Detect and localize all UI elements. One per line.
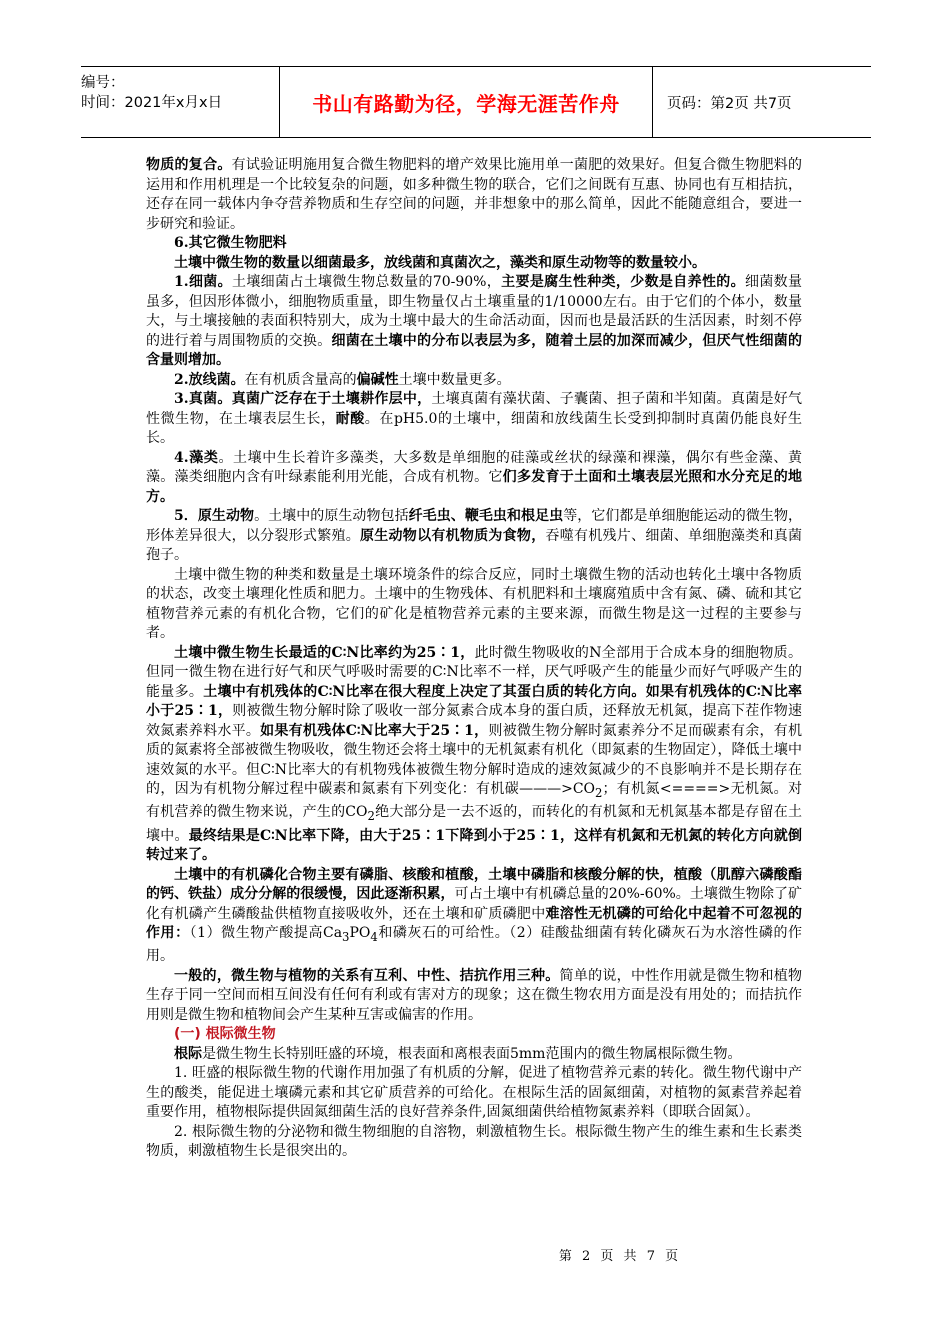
bold-text: 土壤中的有机磷化合物主要有磷脂、核酸和植酸，土壤中磷脂和核酸分解的快，植酸（肌醇六磷酸酯的钙、铁盐）成分分解的很缓慢，因此逐渐积累，	[146, 866, 802, 903]
body-text: 1. 旺盛的根际微生物的代谢作用加强了有机质的分解，促进了植物营养元素的转化。微生物代谢中产生的酸类，能促进土壤磷元素和其它矿质营养的可给化。在根际生活的固氮细菌，对植物的氮素营养起着重要作用，植物根际提供固氮细菌生活的良好营养条件,固氮细菌供给植物氮素养料（即联合固氮）。	[146, 1065, 802, 1121]
section-heading-rhizosphere	[146, 1025, 802, 1045]
body-text: ；有机氮<====>无机氮。对有机营养的微生物来说，产生的CO	[146, 781, 802, 821]
bold-text: 2.放线菌。	[174, 371, 245, 388]
page-number: 第 2 页 共 7 页	[558, 1249, 682, 1264]
body-text: 可占土壤中有机磷总量的20%-60%。土壤微生物除了矿化有机磷产生磷酸盐供植物直接吸收外，还在土壤和矿质磷肥中	[146, 886, 803, 922]
body-text: 和磷灰石的可给性。（2）硅酸盐细菌有转化磷灰石为水溶性磷的作用。	[146, 925, 803, 965]
bold-text: 们多发育于土面和土壤表层光照和水分充足的地方。	[146, 469, 803, 505]
body-text: （1）微生物产酸提高Ca	[189, 925, 343, 942]
body-text: 细菌数量虽多，但因形体微小，细胞物质重量，即生物量仅占土壤重量的1/10000左右。由于它们的个体小，数量大，与土壤接触的表面积特别大，成为土壤中最大的生命活动面，因而也是最活跃的生活因素，时刻不停的进行着与周围物质的交换。	[146, 274, 803, 349]
body-text: 此时微生物吸收的N全部用于合成本身的细胞物质。但同一微生物在进行好气和厌气呼吸时需要的C∶N比率不一样，厌气呼吸产生的能量少而好气呼吸产生的能量多。	[146, 644, 803, 700]
paragraph-algae	[146, 449, 802, 508]
body-text: 2. 根际微生物的分泌物和微生物细胞的自溶物，刺激植物生长。根际微生物产生的维生素和生长素类物质，刺激植物生长是很突出的。	[146, 1123, 802, 1160]
page-header	[81, 66, 871, 138]
paragraph-microbe-count	[146, 254, 802, 274]
body-text: 土壤中数量更多。	[398, 371, 511, 388]
body-text: 土壤真菌有藻状菌、子囊菌、担子菌和半知菌。真菌是好气性微生物，在土壤表层生长，	[146, 391, 803, 427]
paragraph-protozoa	[146, 507, 802, 566]
paragraph-organic-phosphorus	[146, 866, 802, 967]
bold-text: 土壤中微生物的数量以细菌最多，放线菌和真菌次之，藻类和原生动物等的数量较小。	[174, 254, 706, 271]
paragraph-environment	[146, 566, 802, 644]
heading-text: 6.其它微生物肥料	[174, 235, 287, 251]
body-text: 土壤细菌占土壤微生物总数量的70-90%，	[232, 274, 502, 290]
header-meta	[81, 67, 279, 137]
bold-text: 4.藻类	[174, 449, 219, 466]
bold-text: 5．原生动物	[174, 508, 255, 524]
document-number: 编号：	[81, 75, 125, 91]
paragraph-fungi	[146, 390, 802, 449]
header-page-info: 页码：第2页 共7页	[667, 95, 792, 112]
body-text: 。土壤中的原生动物包括	[254, 508, 409, 524]
bold-text: 主要是腐生性种类，少数是自养性的。	[501, 274, 745, 290]
subscript: 2	[367, 809, 375, 824]
header-slogan: 书山有路勤为径，学海无涯苦作舟	[279, 67, 653, 137]
paragraph-bacteria	[146, 273, 802, 371]
bold-text: 土壤中有机残体的C∶N比率在很大程度上决定了其蛋白质的转化方向。如果有机残体的C∶N比率小于25∶1，	[146, 683, 803, 719]
body-text: 吞噬有机残片、细菌、单细胞藻类和真菌孢子。	[146, 527, 803, 563]
bold-text: 土壤中微生物生长最适的C∶N比率约为25∶1，	[174, 644, 475, 661]
body-text: 则被微生物分解时氮素养分不足而碳素有余，有机质的氮素将全部被微生物吸收，微生物还会将土壤中的无机氮素有机化（即氮素的生物固定），降低土壤中速效氮的水平。但C∶N比率大的有机物残体被微生物分解时造成的速效氮减少的不良影响并不是长期存在的，因为有机物分解过程中碳素和氮素有下列变化：有机碳———>CO	[146, 722, 803, 797]
paragraph-rhizosphere-point-1	[146, 1064, 802, 1123]
bold-text: 物质的复合。	[146, 157, 232, 173]
bold-text: 纤毛虫、鞭毛虫和根足虫	[408, 508, 564, 524]
subscript: 2	[595, 785, 603, 800]
body-text: PO	[349, 925, 371, 942]
bold-text: 偏碱性	[356, 371, 399, 388]
body-text: 有试验证明施用复合微生物肥料的增产效果比施用单一菌肥的效果好。但复合微生物肥料的运用和作用机理是一个比较复杂的问题，如多种微生物的联合，它们之间既有互惠、协同也有互相拮抗，还存在同一载体内争夺营养物质和生存空间的问题，并非想象中的那么简单，因此不能随意组合，要进一步研究和验证。	[146, 157, 803, 232]
bold-text: 难溶性无机磷的可给化中起着不可忽视的作用：	[146, 905, 803, 942]
body-text: 在有机质含量高的	[244, 371, 357, 388]
bold-text: 耐酸	[335, 410, 365, 427]
subscript: 4	[370, 929, 378, 944]
bold-text: 一般的，微生物与植物的关系有互利、中性、拮抗作用三种。	[174, 967, 560, 984]
subscript: 3	[342, 929, 350, 944]
body-text: 。在pH5.0的土壤中，细菌和放线菌生长受到抑制时真菌仍能良好生长。	[146, 410, 803, 446]
bold-text: 真菌广泛存在于土壤耕作层中，	[231, 391, 432, 407]
heading-text: (一) 根际微生物	[174, 1026, 276, 1043]
bold-text: 3.真菌。	[174, 391, 232, 407]
paragraph-relationships	[146, 967, 802, 1026]
paragraph-actinomycetes	[146, 371, 802, 391]
document-date: 时间：2021年x月x日	[81, 95, 223, 111]
body-text: 。土壤中生长着许多藻类，大多数是单细胞的硅藻或丝状的绿藻和裸藻，偶尔有些金藻、黄藻。藻类细胞内含有叶绿素能利用光能，合成有机物。它	[146, 449, 802, 485]
paragraph-compound-fertilizer	[146, 156, 802, 234]
paragraph-cn-ratio	[146, 644, 802, 866]
bold-text: 细菌在土壤中的分布以表层为多，随着土层的加深而减少，但厌气性细菌的含量则增加。	[146, 332, 803, 368]
page-footer	[0, 1245, 950, 1264]
body-text: 简单的说，中性作用就是微生物和植物生存于同一空间而相互间没有任何有利或有害对方的现象；这在微生物农用方面是没有用处的；而拮抗作用则是微生物和植物间会产生某种互害或偏害的作用。	[146, 967, 803, 1023]
paragraph-rhizosphere-point-2	[146, 1123, 802, 1162]
bold-text: 原生动物以有机物质为食物，	[360, 527, 546, 544]
body-text: 土壤中微生物的种类和数量是土壤环境条件的综合反应，同时土壤微生物的活动也转化土壤中各物质的状态，改变土壤理化性质和肥力。土壤中的生物残体、有机肥料和土壤腐殖质中含有氮、磷、硫和其它植物营养元素的有机化合物，它们的矿化是植物营养元素的主要来源，而微生物是这一过程的主要参与者。	[146, 566, 802, 641]
body-text: 是微生物生长特别旺盛的环境，根表面和离根表面5mm范围内的微生物属根际微生物。	[202, 1045, 742, 1062]
section-heading-other-fertilizer	[146, 234, 802, 254]
body-text: 则被微生物分解时除了吸收一部分氮素合成本身的蛋白质，还释放无机氮，提高下茬作物速效氮素养料水平。	[146, 703, 802, 739]
bold-text: 根际	[174, 1045, 202, 1062]
body-text: 绝大部分是一去不返的，而转化的有机氮和无机氮基本都是存留在土壤中。	[146, 804, 802, 844]
document-body	[146, 156, 802, 1162]
bold-text: 最终结果是C∶N比率下降，由大于25∶1下降到小于25∶1，这样有机氮和无机氮的转化方向就倒转过来了。	[146, 827, 802, 864]
paragraph-rhizosphere-definition	[146, 1045, 802, 1065]
bold-text: 如果有机残体C∶N比率大于25∶1，	[260, 722, 489, 739]
body-text: 等，它们都是单细胞能运动的微生物，形体差异很大，以分裂形式繁殖。	[146, 508, 803, 544]
bold-text: 1.细菌。	[174, 274, 232, 290]
